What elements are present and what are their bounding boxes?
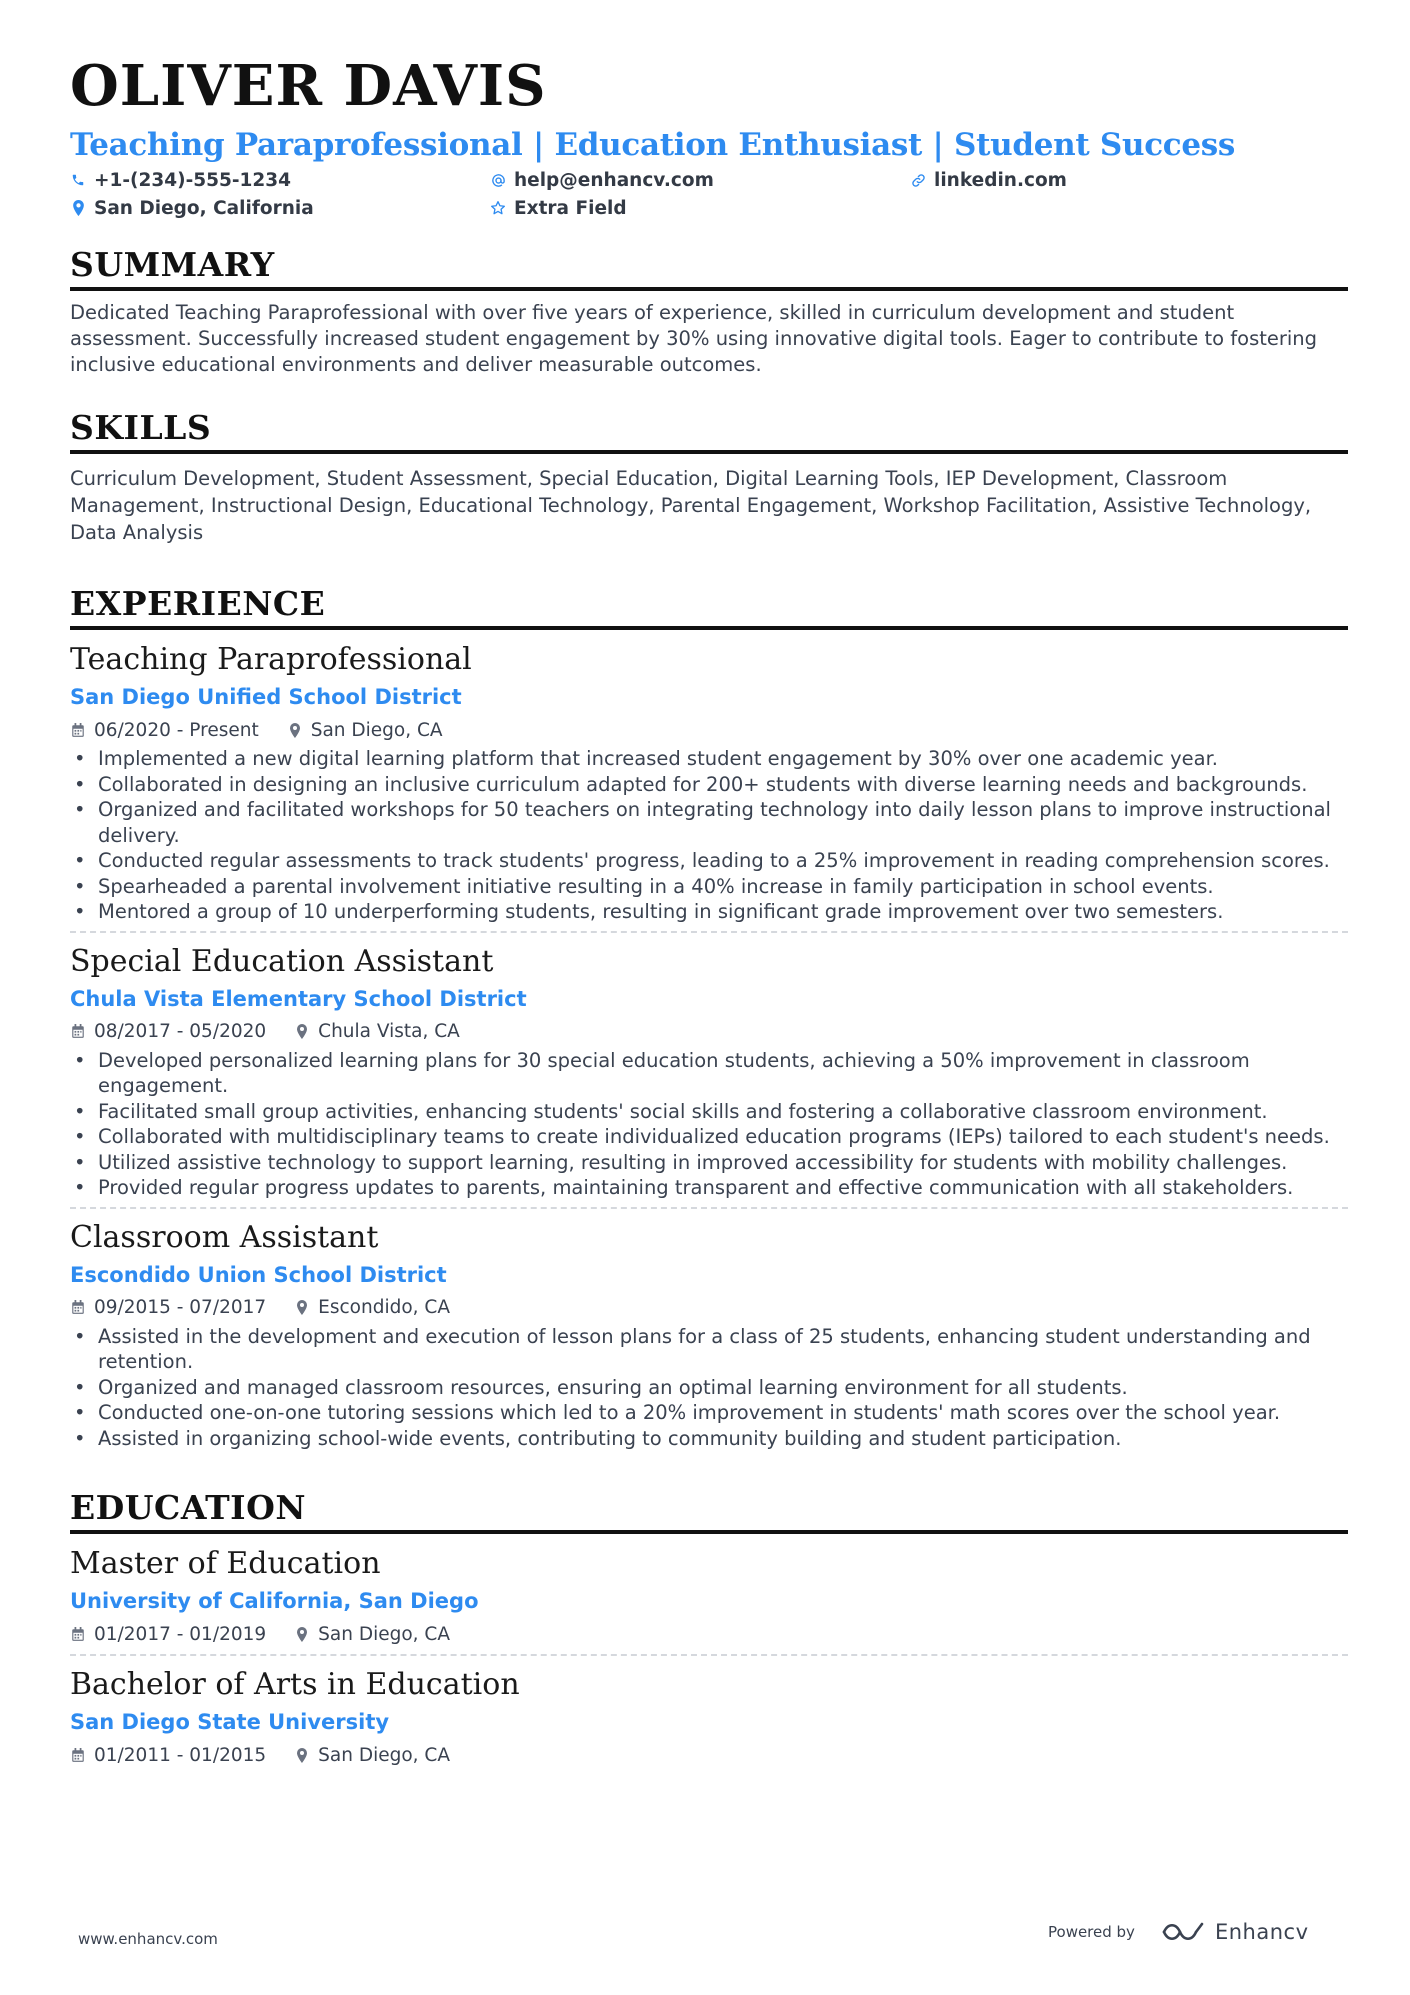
location-icon	[294, 1300, 310, 1316]
bullet-item: • Assisted in organizing school-wide events, contributing to community building and student participation.	[70, 1426, 1348, 1452]
bullet-item: • Collaborated with multidisciplinary teams to create individualized education programs (IEPs) tailored to each student's needs.	[70, 1124, 1348, 1150]
location-icon	[70, 200, 86, 216]
job-location: Escondido, CA	[318, 1297, 450, 1319]
education-meta	[70, 1622, 1348, 1646]
education-entry	[70, 1546, 1348, 1656]
contact-location-text: San Diego, California	[94, 197, 314, 219]
contact-linkedin-text: linkedin.com	[934, 169, 1067, 191]
bullet-item: • Utilized assistive technology to support learning, resulting in improved accessibility for students with mobility challenges.	[70, 1150, 1348, 1176]
bullet-item: • Conducted one-on-one tutoring sessions which led to a 20% improvement in students' math scores over the school year.	[70, 1400, 1348, 1426]
job-dates: 06/2020 - Present	[94, 719, 259, 741]
footer-powered-by	[1048, 1920, 1309, 1944]
bullet-item: • Mentored a group of 10 underperforming students, resulting in significant grade improvement over two semesters.	[70, 899, 1348, 925]
job-meta	[70, 1020, 1348, 1044]
calendar-icon	[70, 1626, 86, 1642]
footer-website[interactable]: www.enhancv.com	[78, 1930, 218, 1948]
experience-entry	[70, 642, 1348, 933]
candidate-name: OLIVER DAVIS	[70, 53, 547, 119]
job-dates: 08/2017 - 05/2020	[94, 1021, 267, 1043]
bullet-item: • Provided regular progress updates to parents, maintaining transparent and effective communication with all stakeholders.	[70, 1175, 1348, 1201]
brand-name: Enhancv	[1214, 1920, 1309, 1944]
education-location: San Diego, CA	[318, 1623, 451, 1645]
job-location: Chula Vista, CA	[318, 1021, 460, 1043]
job-bullets	[70, 1324, 1348, 1452]
company-name: Chula Vista Elementary School District	[70, 986, 527, 1011]
bullet-item: • Organized and managed classroom resources, ensuring an optimal learning environment for all students.	[70, 1375, 1348, 1401]
location-icon	[294, 1747, 310, 1763]
job-bullets	[70, 1048, 1348, 1201]
at-icon	[490, 172, 506, 188]
contact-list	[70, 168, 1348, 220]
bullet-item: • Organized and facilitated workshops for 50 teachers on integrating technology into daily lesson plans to improve instructional delivery.	[70, 797, 1348, 848]
education-title: EDUCATION	[70, 1491, 1348, 1534]
calendar-icon	[70, 1300, 86, 1316]
star-icon	[490, 200, 506, 216]
company-name: Escondido Union School District	[70, 1262, 447, 1287]
skills-section	[70, 408, 1348, 546]
enhancv-logo-icon	[1161, 1920, 1207, 1944]
job-bullets	[70, 746, 1348, 925]
contact-email-text: help@enhancv.com	[514, 169, 714, 191]
experience-entry	[70, 1219, 1348, 1452]
experience-title: EXPERIENCE	[70, 587, 1348, 630]
summary-text: Dedicated Teaching Paraprofessional with over five years of experience, skilled in curriculum development and student assessment. Successfully increased student engagement by 30% using innovative digital tools. Eager to contribute to fostering inclusive educational environments and deliver measurable outcomes.	[70, 301, 1318, 377]
contact-phone[interactable]	[70, 168, 490, 192]
summary-section	[70, 245, 1348, 378]
location-icon	[294, 1024, 310, 1040]
experience-section	[70, 584, 1348, 1451]
bullet-item: • Spearheaded a parental involvement initiative resulting in a 40% increase in family participation in school events.	[70, 874, 1348, 900]
education-dates: 01/2017 - 01/2019	[94, 1623, 267, 1645]
bullet-item: • Assisted in the development and execution of lesson plans for a class of 25 students, enhancing student understanding and retention.	[70, 1324, 1348, 1375]
bullet-item: • Developed personalized learning plans for 30 special education students, achieving a 50% improvement in classroom engagement.	[70, 1048, 1348, 1099]
candidate-headline: Teaching Paraprofessional | Education Enthusiast | Student Success	[70, 127, 1236, 163]
bullet-item: • Implemented a new digital learning platform that increased student engagement by 30% over one academic year.	[70, 746, 1348, 772]
resume-header	[70, 53, 1348, 220]
job-title: Special Education Assistant	[70, 943, 494, 979]
bullet-item: • Collaborated in designing an inclusive curriculum adapted for 200+ students with diverse learning needs and backgrounds.	[70, 772, 1348, 798]
location-icon	[287, 722, 303, 738]
contact-linkedin[interactable]	[910, 168, 1330, 192]
resume-page	[70, 53, 1348, 1767]
entry-divider	[70, 931, 1348, 933]
entry-divider	[70, 1654, 1348, 1656]
contact-phone-text: +1-(234)-555-1234	[94, 169, 292, 191]
phone-icon	[70, 172, 86, 188]
degree-title: Master of Education	[70, 1546, 381, 1582]
job-meta	[70, 718, 1348, 742]
skills-text: Curriculum Development, Student Assessment, Special Education, Digital Learning Tools, IEP Development, Classroom Management, Instructional Design, Educational Technology, Parental Engagement, Workshop Facilitation, Assistive Technology, Data Analysis	[70, 467, 1312, 545]
contact-extra-field-text: Extra Field	[514, 197, 627, 219]
calendar-icon	[70, 1024, 86, 1040]
job-meta	[70, 1296, 1348, 1320]
job-title: Teaching Paraprofessional	[70, 642, 472, 678]
contact-extra-field	[490, 196, 910, 220]
company-name: San Diego Unified School District	[70, 685, 462, 710]
education-dates: 01/2011 - 01/2015	[94, 1744, 267, 1766]
job-title: Classroom Assistant	[70, 1219, 379, 1255]
bullet-item: • Conducted regular assessments to track students' progress, leading to a 25% improvement in reading comprehension scores.	[70, 848, 1348, 874]
experience-entry	[70, 943, 1348, 1209]
degree-title: Bachelor of Arts in Education	[70, 1667, 520, 1703]
location-icon	[294, 1626, 310, 1642]
calendar-icon	[70, 1747, 86, 1763]
entry-divider	[70, 1207, 1348, 1209]
school-name: University of California, San Diego	[70, 1589, 479, 1614]
link-icon	[910, 172, 926, 188]
job-location: San Diego, CA	[310, 719, 443, 741]
calendar-icon	[70, 722, 86, 738]
school-name: San Diego State University	[70, 1710, 390, 1735]
education-section	[70, 1488, 1348, 1767]
summary-title: SUMMARY	[70, 248, 1348, 291]
bullet-item: • Facilitated small group activities, enhancing students' social skills and fostering a collaborative classroom environment.	[70, 1099, 1348, 1125]
powered-by-label: Powered by	[1048, 1923, 1135, 1941]
contact-location	[70, 196, 490, 220]
skills-title: SKILLS	[70, 411, 1348, 454]
education-entry	[70, 1667, 1348, 1767]
education-meta	[70, 1743, 1348, 1767]
contact-email[interactable]	[490, 168, 910, 192]
job-dates: 09/2015 - 07/2017	[94, 1297, 267, 1319]
education-location: San Diego, CA	[318, 1744, 451, 1766]
